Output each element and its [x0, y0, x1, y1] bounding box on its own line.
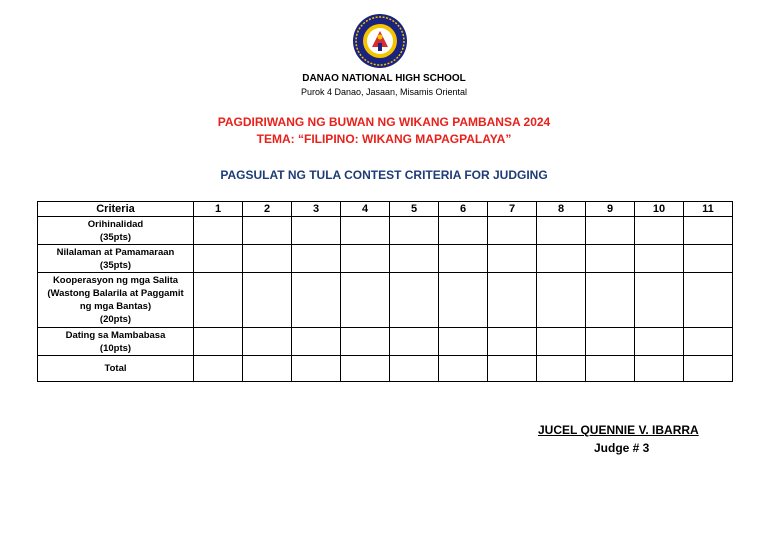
score-cell: [194, 328, 243, 356]
score-cell: [635, 245, 684, 273]
total-cell: [684, 356, 733, 382]
score-cell: [390, 328, 439, 356]
school-seal-logo: [352, 13, 408, 69]
total-cell: [439, 356, 488, 382]
score-cell: [439, 273, 488, 328]
total-cell: [292, 356, 341, 382]
score-cell: [341, 245, 390, 273]
table-row: [38, 245, 733, 273]
score-cell: [341, 328, 390, 356]
score-cell: [341, 273, 390, 328]
score-cell: [194, 273, 243, 328]
score-cell: [439, 328, 488, 356]
judge-name: JUCEL QUENNIE V. IBARRA: [538, 423, 699, 437]
score-cell: [341, 217, 390, 245]
score-cell: [292, 217, 341, 245]
entry-column-header: 5: [390, 202, 439, 217]
score-cell: [243, 273, 292, 328]
table-header-row: [38, 202, 733, 217]
contest-title: PAGSULAT NG TULA CONTEST CRITERIA FOR JUDGING: [220, 168, 548, 182]
score-cell: [537, 245, 586, 273]
total-cell: [194, 356, 243, 382]
total-cell: [635, 356, 684, 382]
score-cell: [292, 328, 341, 356]
total-row: [38, 356, 733, 382]
entry-column-header: 9: [586, 202, 635, 217]
score-cell: [292, 245, 341, 273]
table-row: [38, 328, 733, 356]
school-address: Purok 4 Danao, Jasaan, Misamis Oriental: [300, 87, 468, 97]
entry-column-header: 6: [439, 202, 488, 217]
score-cell: [635, 217, 684, 245]
score-cell: [390, 217, 439, 245]
entry-column-header: 2: [243, 202, 292, 217]
entry-column-header: 7: [488, 202, 537, 217]
score-cell: [390, 245, 439, 273]
total-cell: [390, 356, 439, 382]
score-cell: [194, 217, 243, 245]
score-cell: [684, 217, 733, 245]
score-cell: [586, 328, 635, 356]
criteria-label: Orihinalidad (35pts): [38, 217, 194, 245]
event-title: PAGDIRIWANG NG BUWAN NG WIKANG PAMBANSA 2024: [217, 115, 551, 129]
total-cell: [488, 356, 537, 382]
score-cell: [243, 217, 292, 245]
score-cell: [488, 328, 537, 356]
score-cell: [439, 217, 488, 245]
score-cell: [684, 328, 733, 356]
entry-column-header: 10: [635, 202, 684, 217]
criteria-table: [37, 201, 733, 382]
score-cell: [194, 245, 243, 273]
score-cell: [586, 273, 635, 328]
score-cell: [586, 217, 635, 245]
total-cell: [537, 356, 586, 382]
score-cell: [537, 328, 586, 356]
total-cell: [243, 356, 292, 382]
entry-column-header: 3: [292, 202, 341, 217]
criteria-label: Nilalaman at Pamamaraan (35pts): [38, 245, 194, 273]
judge-number: Judge # 3: [594, 441, 650, 455]
entry-column-header: 4: [341, 202, 390, 217]
total-cell: [586, 356, 635, 382]
score-cell: [390, 273, 439, 328]
criteria-label: Kooperasyon ng mga Salita (Wastong Balarila at Paggamit ng mga Bantas) (20pts): [38, 273, 194, 328]
criteria-column-header: Criteria: [38, 202, 194, 217]
criteria-label: Dating sa Mambabasa (10pts): [38, 328, 194, 356]
score-cell: [635, 273, 684, 328]
score-cell: [684, 245, 733, 273]
event-theme: TEMA: “FILIPINO: WIKANG MAPAGPALAYA”: [256, 132, 512, 146]
score-cell: [586, 245, 635, 273]
score-cell: [292, 273, 341, 328]
table-row: [38, 217, 733, 245]
score-cell: [488, 273, 537, 328]
score-cell: [243, 245, 292, 273]
score-cell: [488, 245, 537, 273]
school-name: DANAO NATIONAL HIGH SCHOOL: [302, 73, 466, 84]
score-cell: [537, 273, 586, 328]
score-cell: [439, 245, 488, 273]
score-cell: [537, 217, 586, 245]
entry-column-header: 8: [537, 202, 586, 217]
total-label: Total: [38, 356, 194, 382]
total-cell: [341, 356, 390, 382]
score-cell: [684, 273, 733, 328]
score-cell: [635, 328, 684, 356]
entry-column-header: 1: [194, 202, 243, 217]
entry-column-header: 11: [684, 202, 733, 217]
table-row: [38, 273, 733, 328]
score-cell: [243, 328, 292, 356]
score-cell: [488, 217, 537, 245]
